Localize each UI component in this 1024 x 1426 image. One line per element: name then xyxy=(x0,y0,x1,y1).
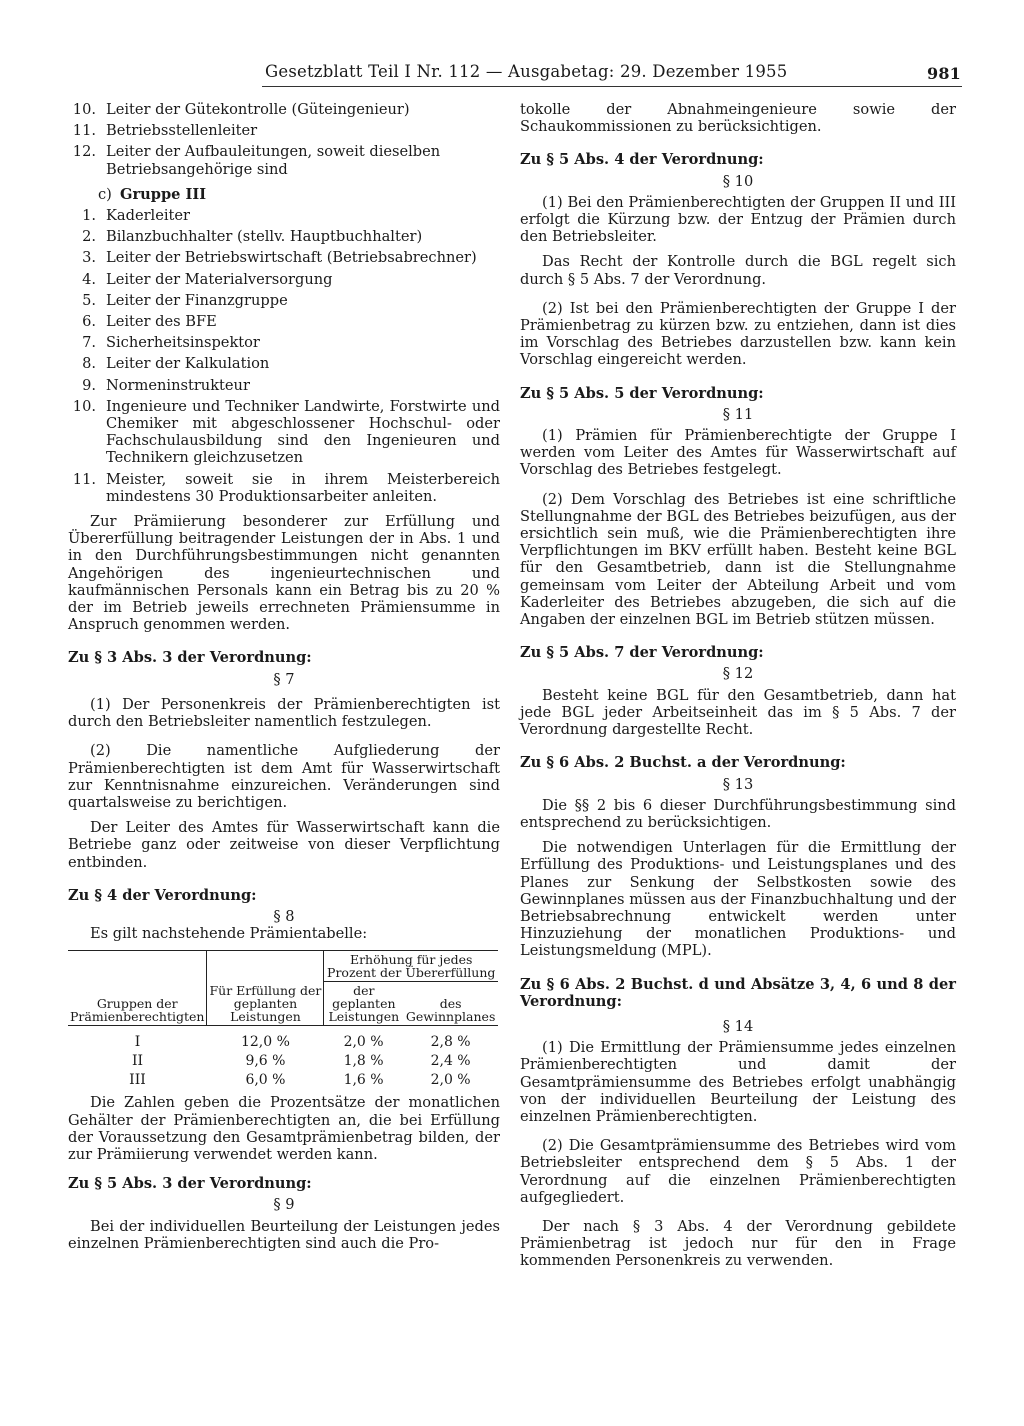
praemien-table xyxy=(68,950,498,1090)
col-header-uebererfuellung: Erhöhung für jedes Prozent der Übererfüllung xyxy=(324,951,498,982)
page-number: 981 xyxy=(927,64,961,83)
item-text: Betriebsstellenleiter xyxy=(106,122,258,140)
paragraph: Die §§ 2 bis 6 dieser Durchführungsbestimmung sind entsprechend zu berücksichtigen. xyxy=(520,796,956,831)
list-item xyxy=(68,122,500,139)
list-item xyxy=(68,292,500,309)
item-text: Kaderleiter xyxy=(106,207,191,225)
list-item xyxy=(68,228,500,245)
paragraph-number: § 12 xyxy=(722,665,754,683)
item-number: 9. xyxy=(82,376,96,394)
item-text: Meister, soweit sie in ihrem Meisterbereich mindestens 30 Produktionsarbeiter anleiten. xyxy=(106,470,500,505)
cell-erfuellung: 6,0 % xyxy=(245,1072,286,1089)
paragraph: Es gilt nachstehende Prämientabelle: xyxy=(90,925,368,943)
item-number: 10. xyxy=(72,397,96,415)
cell-erfuellung: 12,0 % xyxy=(240,1034,290,1051)
paragraph: (1) Bei den Prämienberechtigten der Gruppen II und III erfolgt die Kürzung bzw. der Entzug der Prämien durch den Betriebsleiter. xyxy=(520,193,956,246)
item-number: 1. xyxy=(82,207,96,225)
item-text: Leiter der Betriebswirtschaft (Betriebsabrechner) xyxy=(106,249,477,267)
list-item xyxy=(68,334,500,351)
section-heading: Zu § 6 Abs. 2 Buchst. d und Absätze 3, 4, 6 und 8 der Verordnung: xyxy=(520,975,956,1010)
item-text: Bilanzbuchhalter (stellv. Hauptbuchhalter) xyxy=(106,228,423,246)
list-item xyxy=(68,249,500,266)
cell-erfuellung: 9,6 % xyxy=(245,1053,286,1070)
cell-gewinnplan: 2,8 % xyxy=(430,1034,471,1051)
item-text: Sicherheitsinspektor xyxy=(106,334,260,352)
list-item xyxy=(68,471,500,505)
section-heading: Zu § 5 Abs. 4 der Verordnung: xyxy=(520,151,764,169)
paragraph: Das Recht der Kontrolle durch die BGL regelt sich durch § 5 Abs. 7 der Verordnung. xyxy=(520,253,956,288)
section-heading: Zu § 4 der Verordnung: xyxy=(68,886,257,904)
col-header-leistungen: der geplanten Leistungen xyxy=(324,982,403,1026)
table-row xyxy=(68,1052,498,1071)
paragraph: tokolle der Abnahmeingenieure sowie der Schaukommissionen zu berücksichtigen. xyxy=(520,101,956,136)
item-text: Ingenieure und Techniker Landwirte, Forstwirte und Chemiker mit abgeschlossener Hochschul- oder Fachschulausbildung sind den Ingenieuren und Technikern gleichzusetzen xyxy=(106,397,500,467)
item-text: Normeninstrukteur xyxy=(106,376,250,394)
item-number: 3. xyxy=(82,249,96,267)
group-letter: c) xyxy=(98,185,112,203)
section-heading: Zu § 3 Abs. 3 der Verordnung: xyxy=(68,649,312,667)
group-label: Gruppe III xyxy=(120,185,207,203)
paragraph: Der nach § 3 Abs. 4 der Verordnung gebildete Prämienbetrag ist jedoch nur für den in Frage kommenden Personenkreis zu verwenden. xyxy=(520,1217,956,1270)
cell-gewinnplan: 2,4 % xyxy=(430,1053,471,1070)
paragraph: Besteht keine BGL für den Gesamtbetrieb, dann hat jede BGL jeder Arbeitseinheit das im § 5 Abs. 7 der Verordnung dargestellte Recht. xyxy=(520,686,956,739)
item-number: 11. xyxy=(72,122,96,140)
paragraph: Bei der individuellen Beurteilung der Leistungen jedes einzelnen Prämienberechtigten sind auch die Pro- xyxy=(68,1217,500,1252)
list-item xyxy=(68,355,500,372)
table-row xyxy=(68,1026,498,1053)
paragraph: (2) Die namentliche Aufgliederung der Prämienberechtigten ist dem Amt für Wasserwirtschaft zur Kenntnisnahme einzureichen. Veränderungen sind quartalsweise zu berichtigen. xyxy=(68,742,500,811)
list-item xyxy=(68,143,500,177)
section-heading: Zu § 5 Abs. 5 der Verordnung: xyxy=(520,384,764,402)
item-number: 5. xyxy=(82,291,96,309)
item-text: Leiter der Gütekontrolle (Güteingenieur) xyxy=(106,101,410,118)
paragraph-number: § 13 xyxy=(722,775,754,793)
section-heading: Zu § 5 Abs. 3 der Verordnung: xyxy=(68,1175,312,1193)
paragraph: (1) Die Ermittlung der Prämiensumme jedes einzelnen Prämienberechtigten und damit der Gesamtprämiensumme des Betriebes erfolgt unabhängig von der individuellen Beurteilung der Leistung des einzelnen Prämienberechtigten. xyxy=(520,1039,956,1125)
item-text: Leiter der Aufbauleitungen, soweit dieselben Betriebsangehörige sind xyxy=(106,143,441,178)
item-number: 10. xyxy=(72,101,96,118)
right-column xyxy=(520,101,956,1270)
paragraph: Die Zahlen geben die Prozentsätze der monatlichen Gehälter der Prämienberechtigten an, die bei Erfüllung der Voraussetzung den Gesamtprämienbetrag bilden, der zur Prämiierung verwendet werden kann. xyxy=(68,1094,500,1163)
list-part-2 xyxy=(68,207,500,505)
list-item xyxy=(68,377,500,394)
paragraph: (2) Die Gesamtprämiensumme des Betriebes wird vom Betriebsleiter entsprechend dem § 5 Abs. 1 der Verordnung auf die einzelnen Prämienberechtigten aufgegliedert. xyxy=(520,1137,956,1206)
section-heading: Zu § 5 Abs. 7 der Verordnung: xyxy=(520,644,764,662)
list-item xyxy=(68,207,500,224)
paragraph: Die notwendigen Unterlagen für die Ermittlung der Erfüllung des Produktions- und Leistungsplanes und des Planes zur Senkung der Selbstkosten sowie des Gewinnplanes müssen aus der Finanzbuchhaltung und der Betriebsabrechnung entwickelt werden unter Hinzuziehung der monatlichen Produktions- und Leistungsmeldung (MPL). xyxy=(520,839,956,960)
section-heading: Zu § 6 Abs. 2 Buchst. a der Verordnung: xyxy=(520,754,846,772)
item-number: 11. xyxy=(72,470,96,488)
item-number: 4. xyxy=(82,270,96,288)
paragraph-number: § 14 xyxy=(722,1017,754,1035)
paragraph-number: § 9 xyxy=(273,1196,295,1214)
item-number: 12. xyxy=(72,143,96,161)
paragraph: (2) Ist bei den Prämienberechtigten der Gruppe I der Prämienbetrag zu kürzen bzw. zu entziehen, dann ist dies im Vorschlag des Betriebes darzustellen bzw. kann kein Vorschlag eingereicht werden. xyxy=(520,299,956,369)
paragraph: (1) Prämien für Prämienberechtigte der Gruppe I werden vom Leiter des Amtes für Wasserwirtschaft auf Vorschlag des Betriebes festgelegt. xyxy=(520,427,956,479)
col-header-group: Gruppen der Prämienberechtigten xyxy=(68,951,207,1026)
cell-group: I xyxy=(134,1034,141,1051)
table-header-row xyxy=(68,951,498,982)
header-rule xyxy=(262,86,962,87)
item-text: Leiter der Finanzgruppe xyxy=(106,291,288,309)
list-part-1 xyxy=(68,101,500,178)
item-text: Leiter der Materialversorgung xyxy=(106,270,333,288)
paragraph: Der Leiter des Amtes für Wasserwirtschaft kann die Betriebe ganz oder zeitweise von dieser Verpflichtung entbinden. xyxy=(68,819,500,871)
header-title: Gesetzblatt Teil I Nr. 112 — Ausgabetag: 29. Dezember 1955 xyxy=(265,62,788,81)
list-item xyxy=(68,101,500,118)
col-header-erfuellung: Für Erfüllung der geplanten Leistungen xyxy=(207,951,324,1026)
page-header xyxy=(265,62,965,81)
item-number: 6. xyxy=(82,313,96,331)
item-number: 8. xyxy=(82,355,96,373)
cell-gewinnplan: 2,0 % xyxy=(430,1072,471,1089)
item-number: 2. xyxy=(82,228,96,246)
item-text: Leiter des BFE xyxy=(106,313,217,331)
group-heading xyxy=(98,186,500,203)
list-item xyxy=(68,271,500,288)
item-number: 7. xyxy=(82,334,96,352)
paragraph: (2) Dem Vorschlag des Betriebes ist eine schriftliche Stellungnahme der BGL des Betriebes beizufügen, aus der ersichtlich sein muß, wie die Prämienberechtigten ihre Verpflichtungen im BKV erfüllt haben. Besteht keine BGL für den Gesamtbetrieb, dann ist die Stellungnahme gemeinsam vom Leiter der Abteilung Arbeit und vom Kaderleiter des Betriebes abzugeben, die sich auf die Angaben der einzelnen BGL im Betrieb stützen müssen. xyxy=(520,490,956,629)
item-text: Leiter der Kalkulation xyxy=(106,355,270,373)
paragraph: Zur Prämiierung besonderer zur Erfüllung und Übererfüllung beitragender Leistungen der in Abs. 1 und in den Durchführungsbestimmungen nicht genannten Angehörigen des ingenieurtechnischen und kaufmännischen Personals kann ein Betrag bis zu 20 % der im Betrieb jeweils errechneten Prämiensumme in Anspruch genommen werden. xyxy=(68,513,500,634)
cell-leistungen: 1,8 % xyxy=(343,1053,384,1070)
paragraph-number: § 8 xyxy=(273,907,295,925)
paragraph-number: § 7 xyxy=(273,670,295,688)
list-item xyxy=(68,313,500,330)
list-item xyxy=(68,398,500,467)
cell-leistungen: 1,6 % xyxy=(343,1072,384,1089)
paragraph-number: § 11 xyxy=(722,405,754,423)
cell-group: III xyxy=(129,1072,146,1089)
table-row xyxy=(68,1071,498,1090)
col-header-gewinnplan: des Gewinnplanes xyxy=(403,982,498,1026)
left-column xyxy=(68,101,500,1252)
paragraph: (1) Der Personenkreis der Prämienberechtigten ist durch den Betriebsleiter namentlich festzulegen. xyxy=(68,695,500,731)
cell-leistungen: 2,0 % xyxy=(343,1034,384,1051)
paragraph-number: § 10 xyxy=(722,172,754,190)
cell-group: II xyxy=(131,1053,143,1070)
